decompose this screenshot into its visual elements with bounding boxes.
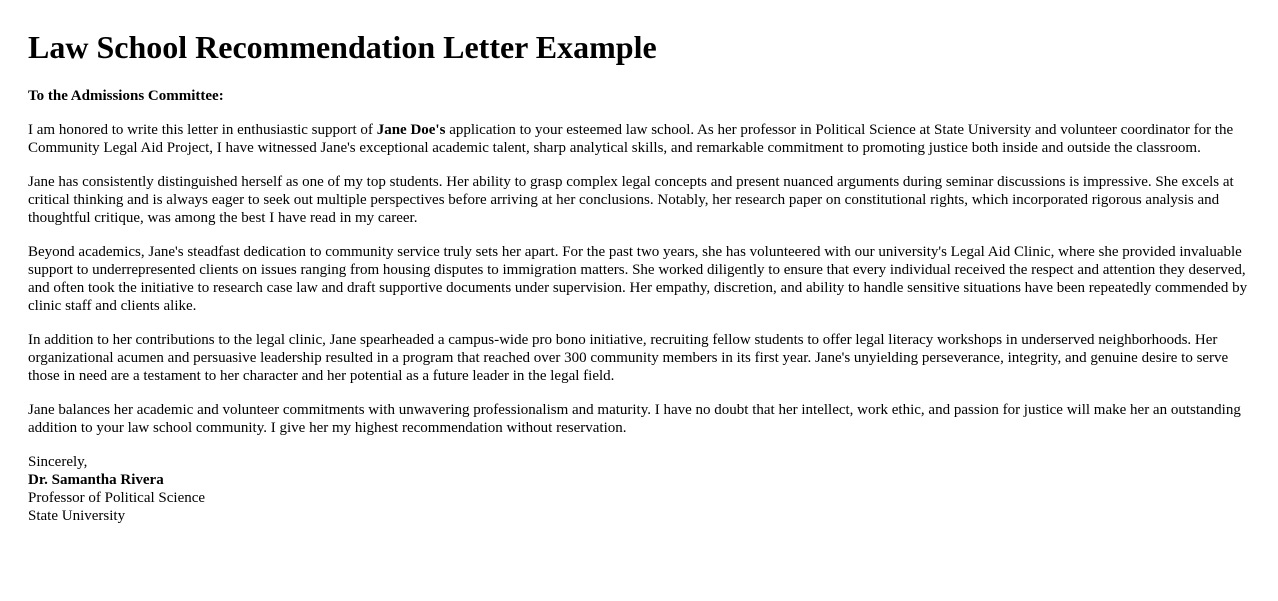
signatory-institution: State University — [28, 508, 126, 524]
paragraph-1-text-start: I am honored to write this letter in enthusiastic support of — [28, 122, 377, 138]
letter-paragraph-4: In addition to her contributions to the legal clinic, Jane spearheaded a campus-wide pro bono initiative, recruiting fellow students to offer legal literacy workshops in underserved neighborhoods. Her organizational acumen and persuasive leadership resulted in a program that reached over 300 community members in its first year. Jane's unyielding perseverance, integrity, and genuine desire to serve those in need are a testament to her character and her potential as a future leader in the legal field. — [28, 332, 1229, 384]
signatory-name: Dr. Samantha Rivera — [28, 472, 164, 488]
letter-closing — [28, 453, 1250, 525]
letter-paragraph-5: Jane balances her academic and volunteer commitments with unwavering professionalism and maturity. I have no doubt that her intellect, work ethic, and passion for justice will make her an outstanding addition to your law school community. I give her my highest recommendation without reservation. — [28, 402, 1241, 436]
salutation: To the Admissions Committee: — [28, 88, 224, 104]
letter-paragraph-1 — [28, 121, 1250, 157]
valediction: Sincerely, — [28, 454, 88, 470]
letter-document — [28, 0, 1250, 525]
candidate-name: Jane Doe's — [376, 122, 446, 138]
paragraph-1-text-end: application to your esteemed law school. As her professor in Political Science at State University and volunteer coordinator for the Community Legal Aid Project, I have witnessed Jane's exceptional academic talent, sharp analytical skills, and remarkable commitment to promoting justice both inside and outside the classroom. — [28, 122, 1234, 156]
signatory-position: Professor of Political Science — [28, 490, 206, 506]
letter-paragraph-2: Jane has consistently distinguished herself as one of my top students. Her ability to grasp complex legal concepts and present nuanced arguments during seminar discussions is impressive. She excels at critical thinking and is always eager to seek out multiple perspectives before arriving at her conclusions. Notably, her research paper on constitutional rights, which incorporated rigorous analysis and thoughtful critique, was among the best I have read in my career. — [28, 174, 1234, 226]
page-title: Law School Recommendation Letter Example — [28, 29, 657, 65]
letter-paragraph-3: Beyond academics, Jane's steadfast dedication to community service truly sets her apart. For the past two years, she has volunteered with our university's Legal Aid Clinic, where she provided invaluable support to underrepresented clients on issues ranging from housing disputes to immigration matters. She worked diligently to ensure that every individual received the respect and attention they deserved, and often took the initiative to research case law and draft supportive documents under supervision. Her empathy, discretion, and ability to handle sensitive situations have been repeatedly commended by clinic staff and clients alike. — [28, 244, 1248, 314]
